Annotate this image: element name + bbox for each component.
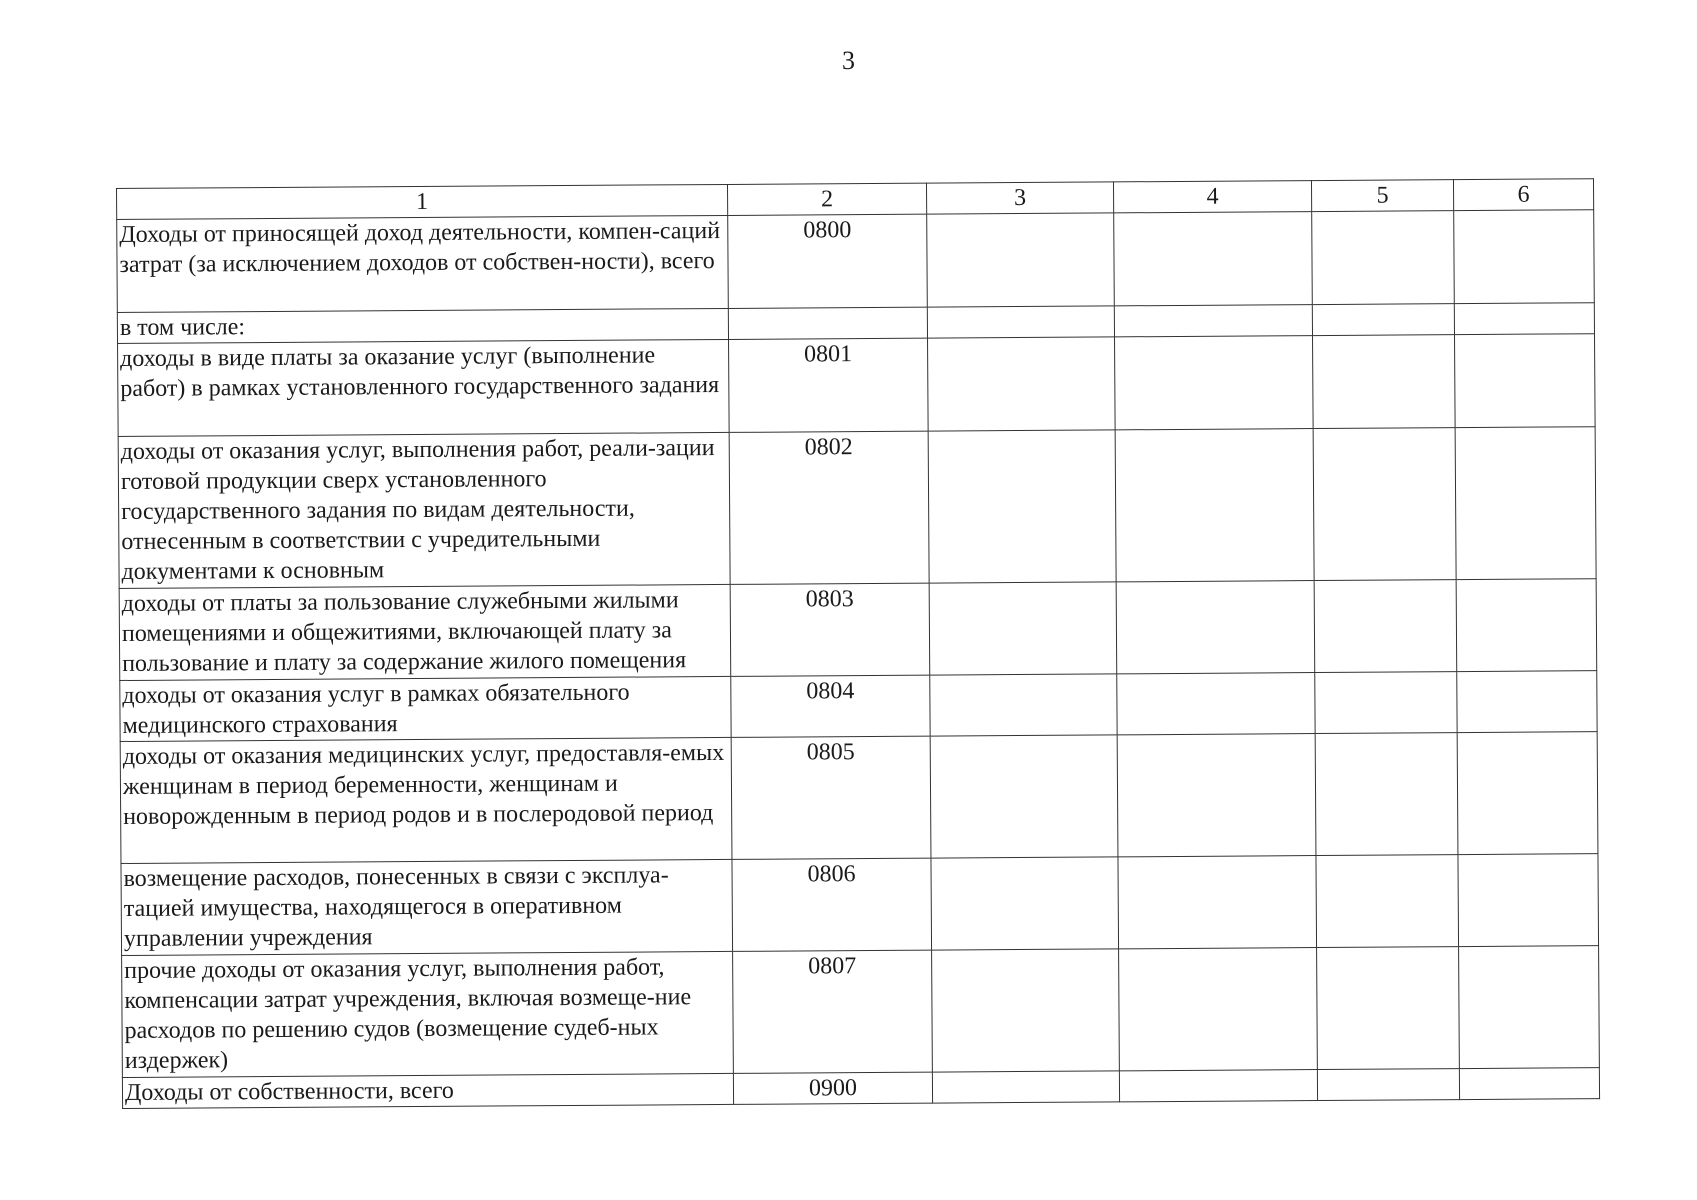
empty-cell-col-6 xyxy=(1459,1068,1599,1100)
column-header-1: 1 xyxy=(117,184,728,219)
empty-cell-col-5 xyxy=(1313,335,1456,429)
row-code: 0900 xyxy=(733,1072,932,1104)
empty-cell-col-4 xyxy=(1115,336,1314,430)
row-label: доходы от платы за пользование служебными жилыми помещениями и общежитиями, включающей плату за пользование и плату за содержание жилого помещения xyxy=(119,584,731,680)
row-label: возмещение расходов, понесенных в связи с эксплуа-тацией имущества, находящегося в оперативном управлении учреждения xyxy=(121,859,733,955)
row-label: прочие доходы от оказания услуг, выполнения работ, компенсации затрат учреждения, включая возмеще-ние расходов по решению судов (возмещение судеб-ных издержек) xyxy=(122,951,734,1077)
table-row xyxy=(118,427,1596,589)
row-code: 0807 xyxy=(733,950,933,1073)
empty-cell-col-6 xyxy=(1455,334,1596,428)
row-label: доходы от оказания услуг, выполнения работ, реали-зации готовой продукции сверх установленного государственного задания по видам деятельности, отнесенным в соответствии с учредительными документами к основным xyxy=(118,432,730,588)
empty-cell-col-3 xyxy=(927,213,1115,307)
table-row xyxy=(119,579,1597,681)
row-label: доходы от оказания медицинских услуг, предоставля-емых женщинам в период беременности, женщинам и новорожденным в период родов и в послеродовой период xyxy=(120,737,732,863)
empty-cell-col-3 xyxy=(931,857,1119,950)
empty-cell-col-6 xyxy=(1455,427,1596,580)
row-code: 0802 xyxy=(729,431,929,584)
table-row xyxy=(117,210,1595,313)
empty-cell-col-4 xyxy=(1116,581,1315,674)
empty-cell-col-3 xyxy=(928,337,1116,431)
empty-cell-col-3 xyxy=(930,735,1118,858)
empty-cell-col-4 xyxy=(1117,673,1315,735)
empty-cell-col-5 xyxy=(1315,733,1458,856)
table-row xyxy=(122,946,1600,1078)
row-label: Доходы от приносящей доход деятельности, компен-саций затрат (за исключением доходов от собствен-ности), всего xyxy=(117,215,729,312)
empty-cell-col-5 xyxy=(1315,672,1457,734)
row-code xyxy=(728,307,927,339)
empty-cell-col-5 xyxy=(1313,428,1456,581)
empty-cell-col-4 xyxy=(1115,429,1314,582)
empty-cell-col-6 xyxy=(1459,946,1600,1069)
empty-cell-col-4 xyxy=(1117,734,1316,857)
empty-cell-col-4 xyxy=(1114,305,1312,337)
empty-cell-col-4 xyxy=(1118,856,1317,949)
row-code: 0805 xyxy=(731,736,931,859)
row-code: 0801 xyxy=(729,338,929,432)
row-label: в том числе: xyxy=(117,308,728,343)
table-row xyxy=(120,732,1598,864)
empty-cell-col-3 xyxy=(932,1071,1119,1103)
table-row xyxy=(120,671,1597,742)
column-header-2: 2 xyxy=(727,183,926,215)
empty-cell-col-5 xyxy=(1312,304,1454,336)
empty-cell-col-5 xyxy=(1317,1069,1459,1101)
table-row xyxy=(121,854,1599,956)
empty-cell-col-5 xyxy=(1317,947,1460,1070)
income-form-table xyxy=(116,178,1600,1109)
row-code: 0803 xyxy=(730,583,930,676)
column-header-3: 3 xyxy=(926,182,1113,214)
row-label: Доходы от собственности, всего xyxy=(122,1073,733,1108)
page-number: 3 xyxy=(842,46,855,75)
row-label: доходы от оказания услуг в рамках обязательного медицинского страхования xyxy=(120,676,731,741)
empty-cell-col-4 xyxy=(1119,948,1318,1071)
empty-cell-col-3 xyxy=(929,582,1117,675)
empty-cell-col-6 xyxy=(1457,671,1597,733)
empty-cell-col-6 xyxy=(1454,303,1594,335)
column-header-6: 6 xyxy=(1453,179,1593,211)
empty-cell-col-5 xyxy=(1314,580,1457,673)
empty-cell-col-4 xyxy=(1114,212,1313,306)
empty-cell-col-5 xyxy=(1316,855,1459,948)
row-code: 0806 xyxy=(732,858,932,951)
column-header-4: 4 xyxy=(1113,181,1311,213)
empty-cell-col-6 xyxy=(1456,579,1597,672)
empty-cell-col-5 xyxy=(1312,211,1455,305)
empty-cell-col-6 xyxy=(1458,854,1599,947)
empty-cell-col-6 xyxy=(1457,732,1598,855)
column-header-5: 5 xyxy=(1311,180,1453,212)
empty-cell-col-4 xyxy=(1119,1070,1317,1102)
row-code: 0800 xyxy=(728,214,928,308)
empty-cell-col-3 xyxy=(928,430,1116,583)
row-code: 0804 xyxy=(731,675,930,737)
row-label: доходы в виде платы за оказание услуг (выполнение работ) в рамках установленного государственного задания xyxy=(118,339,730,436)
empty-cell-col-3 xyxy=(932,949,1120,1072)
empty-cell-col-3 xyxy=(927,306,1114,338)
empty-cell-col-6 xyxy=(1454,210,1595,304)
table-row xyxy=(118,334,1596,437)
empty-cell-col-3 xyxy=(930,674,1117,736)
